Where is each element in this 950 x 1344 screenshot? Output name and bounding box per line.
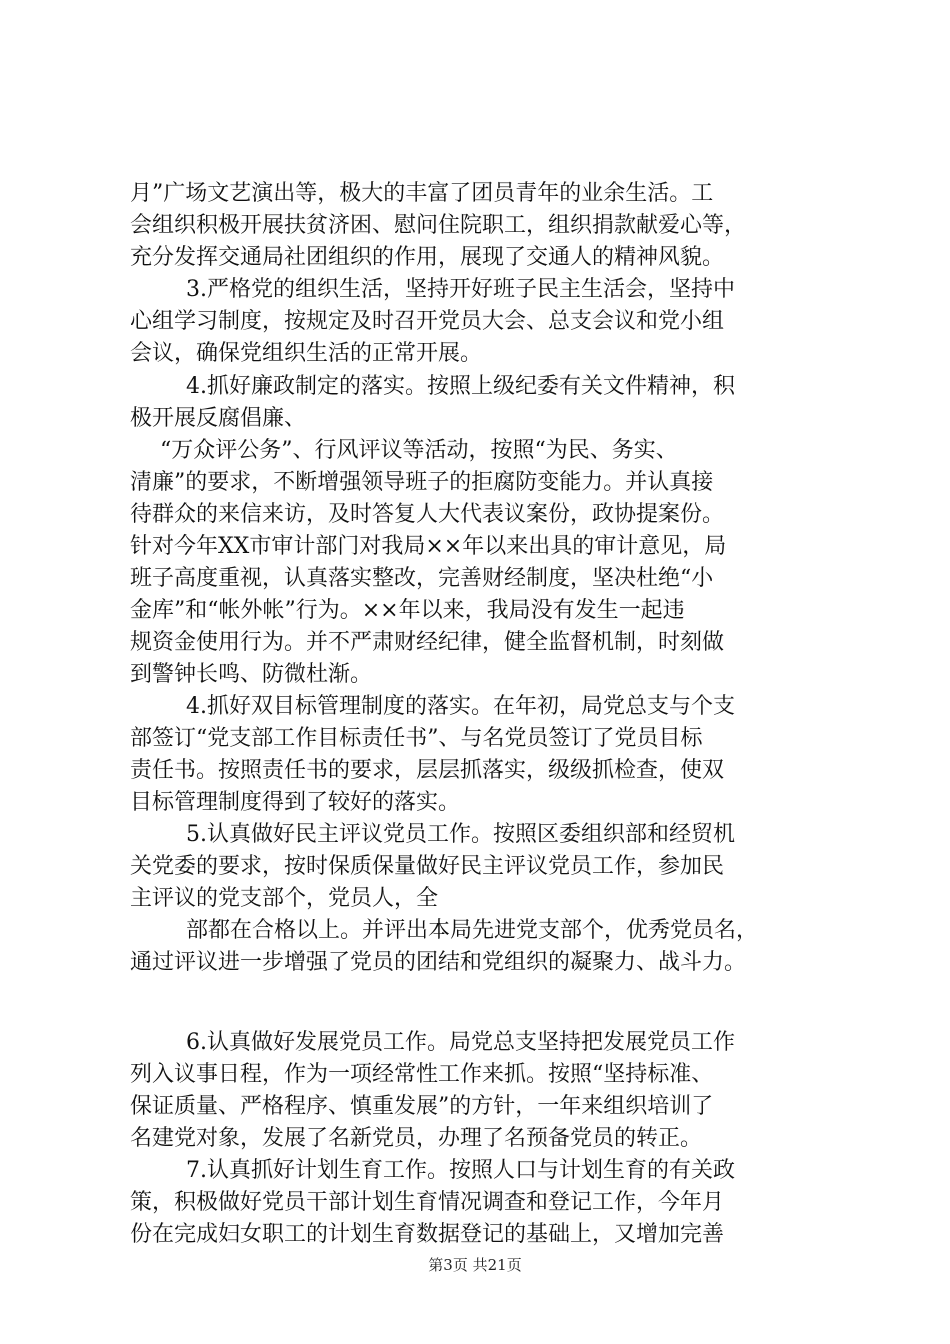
- text-line: 5.认真做好民主评议党员工作。按照区委组织部和经贸机: [186, 822, 735, 847]
- text-line: 极开展反腐倡廉、: [130, 406, 307, 431]
- text-line: 名建党对象，发展了名新党员，办理了名预备党员的转正。: [130, 1126, 703, 1151]
- text-line: 3.严格党的组织生活，坚持开好班子民主生活会，坚持中: [186, 277, 735, 302]
- text-line: 清廉”的要求，不断增强领导班子的拒腐防变能力。并认真接: [130, 470, 714, 495]
- text-line: 到警钟长鸣、防微杜渐。: [130, 662, 373, 687]
- text-line: 待群众的来信来访，及时答复人大代表议案份，政协提案份。: [130, 502, 725, 527]
- text-line: 7.认真抓好计划生育工作。按照人口与计划生育的有关政: [186, 1158, 735, 1183]
- page-footer: 第3页 共21页: [428, 1256, 522, 1274]
- text-line: 主评议的党支部个，党员人，全: [130, 886, 439, 911]
- text-line: 会议，确保党组织生活的正常开展。: [130, 341, 483, 366]
- text-line: 6.认真做好发展党员工作。局党总支坚持把发展党员工作: [186, 1030, 735, 1055]
- text-line: 策，积极做好党员干部计划生育情况调查和登记工作，今年月: [130, 1190, 725, 1215]
- text-line: 份在完成妇女职工的计划生育数据登记的基础上，又增加完善: [130, 1222, 725, 1247]
- text-line: 班子高度重视，认真落实整改，完善财经制度，坚决杜绝“小: [130, 566, 714, 591]
- text-line: 规资金使用行为。并不严肃财经纪律，健全监督机制，时刻做: [130, 630, 725, 655]
- text-line: 目标管理制度得到了较好的落实。: [130, 790, 461, 815]
- text-line: 责任书。按照责任书的要求，层层抓落实，级级抓检查，使双: [130, 758, 725, 783]
- text-line: 通过评议进一步增强了党员的团结和党组织的凝聚力、战斗力。: [130, 950, 747, 975]
- text-line: 关党委的要求，按时保质保量做好民主评议党员工作，参加民: [130, 854, 725, 879]
- text-line: “万众评公务”、行风评议等活动，按照“为民、务实、: [160, 438, 678, 463]
- text-line: 列入议事日程，作为一项经常性工作来抓。按照“坚持标准、: [130, 1062, 714, 1087]
- text-line: 4.抓好廉政制定的落实。按照上级纪委有关文件精神，积: [186, 374, 735, 399]
- text-line: 金库”和“帐外帐”行为。××年以来，我局没有发生一起违: [130, 598, 685, 623]
- text-line: 月”广场文艺演出等，极大的丰富了团员青年的业余生活。工: [130, 181, 714, 206]
- text-line: 会组织积极开展扶贫济困、慰问住院职工，组织捐款献爱心等，: [130, 213, 747, 238]
- text-line: 充分发挥交通局社团组织的作用，展现了交通人的精神风貌。: [130, 245, 725, 270]
- text-line: 4.抓好双目标管理制度的落实。在年初，局党总支与个支: [186, 694, 735, 719]
- text-line: 心组学习制度，按规定及时召开党员大会、总支会议和党小组: [130, 309, 725, 334]
- text-line: 部都在合格以上。并评出本局先进党支部个，优秀党员名，: [186, 918, 759, 943]
- text-line: 针对今年XX市审计部门对我局××年以来出具的审计意见，局: [130, 534, 727, 559]
- text-line: 部签订“党支部工作目标责任书”、与名党员签订了党员目标: [130, 726, 703, 751]
- text-line: 保证质量、严格程序、慎重发展”的方针，一年来组织培训了: [130, 1094, 714, 1119]
